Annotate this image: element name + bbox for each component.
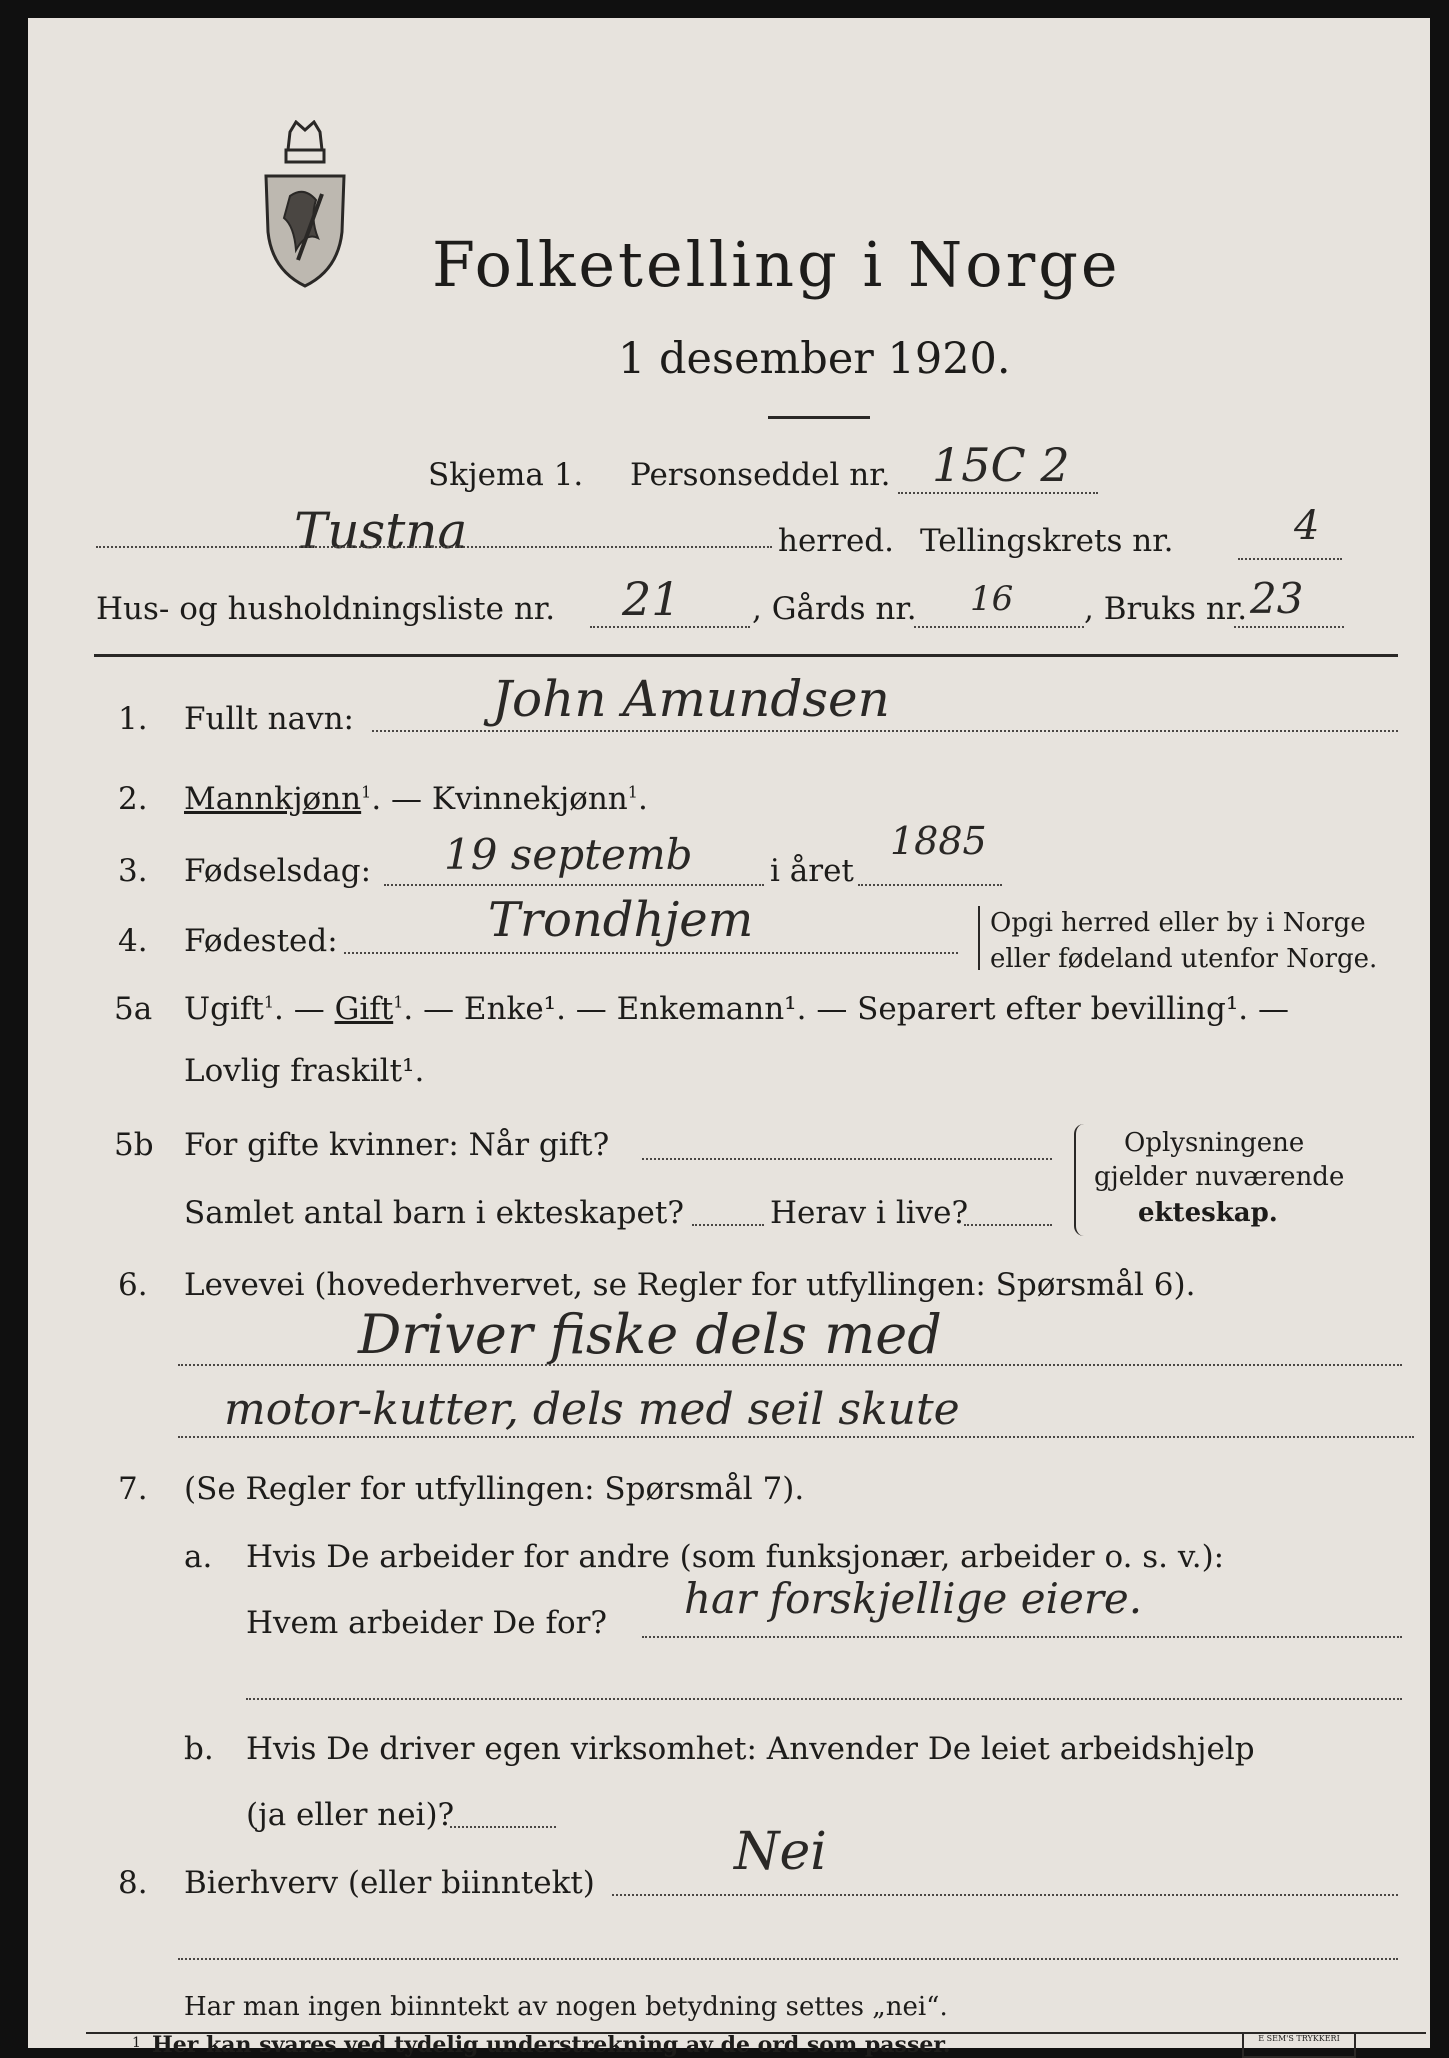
q5b-note-1: Oplysningene [1124,1128,1305,1158]
tellingskrets-line [1238,558,1342,560]
q2-end: . [637,781,648,817]
q8-number: 8. [118,1865,148,1901]
q7b-line [450,1826,556,1828]
printer-stamp [1242,2032,1356,2058]
printer-name: E SEM'S TRYKKERI [1258,2034,1340,2043]
q5a-options: Ugift$^1$. — Gift$^1$. — Enke¹. — Enkemann¹. — Separert efter bevilling¹. — [184,991,1289,1027]
footnote-mark: 1 [132,2035,141,2051]
ugift-option[interactable]: Ugift [184,991,264,1027]
title-rule [768,416,870,419]
q3-year-value: 1885 [890,819,987,863]
q5a-line2[interactable]: Lovlig fraskilt¹. [184,1053,425,1089]
q5b-label-3: Herav i live? [770,1195,969,1231]
q6-line-1 [178,1364,1402,1366]
q7b-label: (ja eller nei)? [246,1797,455,1833]
q5b-line-2 [692,1224,764,1226]
q6-value-line-2: motor-kutter, dels med seil skute [224,1384,960,1435]
q3-year-line [858,884,1002,886]
q2-separator: . — [371,781,423,817]
tellingskrets-value: 4 [1294,503,1320,549]
mannkjonn-option[interactable]: Mannkjønn [184,781,362,817]
q5b-note-2: gjelder nuværende [1094,1162,1345,1192]
q3-year-label: i året [770,853,854,889]
q1-line [372,730,1398,732]
section-divider [94,654,1398,657]
q7a-line-1 [642,1636,1402,1638]
q7-label: (Se Regler for utfyllingen: Spørsmål 7). [184,1471,805,1507]
q4-value: Trondhjem [488,892,754,948]
q5a-rest: . — Enke¹. — Enkemann¹. — Separert efter bevilling¹. — [403,991,1289,1027]
bruks-label: , Bruks nr. [1084,591,1248,627]
husliste-value: 21 [622,572,681,626]
q5b-line-1 [642,1158,1052,1160]
q5b-number: 5b [114,1127,154,1163]
q8-line-2 [178,1958,1398,1960]
q2-number: 2. [118,781,148,817]
herred-line [96,546,772,548]
q7b-text: Hvis De driver egen virksomhet: Anvender De leiet arbeidshjelp [246,1731,1255,1767]
husliste-label: Hus- og husholdningsliste nr. [96,591,556,627]
gards-label: , Gårds nr. [752,591,917,627]
q1-number: 1. [118,701,148,737]
q5b-line-3 [964,1224,1052,1226]
q7a-value: har forskjellige eiere. [684,1574,1143,1623]
q1-value: John Amundsen [492,670,890,728]
coat-of-arms-icon [260,120,350,290]
footnote: Her kan svares ved tydelig understrekning av de ord som passer. [152,2032,951,2058]
q4-line [344,952,958,954]
q5b-label-2: Samlet antal barn i ekteskapet? [184,1195,684,1231]
q4-note-2: eller fødeland utenfor Norge. [990,944,1378,974]
q7a-line-2 [246,1698,1402,1700]
q1-label: Fullt navn: [184,701,354,737]
gards-value: 16 [970,579,1014,619]
q7a-label: Hvem arbeider De for? [246,1605,608,1641]
form-date: 1 desember 1920. [618,334,1011,384]
q3-line [384,884,764,886]
q5a-number: 5a [114,991,153,1027]
q8-line [612,1894,1398,1896]
personseddel-line [898,492,1098,494]
skjema-label: Skjema 1. [428,457,584,493]
bruks-value: 23 [1250,574,1304,623]
q8-label: Bierhverv (eller biinntekt) [184,1865,595,1901]
q7-number: 7. [118,1471,148,1507]
q5b-note-3: ekteskap. [1138,1198,1278,1228]
q7b-number: b. [184,1731,214,1767]
form-title: Folketelling i Norge [432,228,1121,301]
q6-label: Levevei (hovederhvervet, se Regler for utfyllingen: Spørsmål 6). [184,1267,1196,1303]
q4-note-1: Opgi herred eller by i Norge [990,908,1366,938]
herred-value: Tustna [294,502,468,560]
herred-label: herred. [778,523,894,559]
husliste-line [590,626,750,628]
q2-options: Mannkjønn$^1$. — Kvinnekjønn$^1$. [184,781,648,817]
q7a-number: a. [184,1539,213,1575]
tellingskrets-label: Tellingskrets nr. [920,523,1174,559]
q4-brace [978,906,988,970]
q6-number: 6. [118,1267,148,1303]
kvinnekjonn-option[interactable]: Kvinnekjønn [431,781,628,817]
q6-value-line-1: Driver fiske dels med [358,1303,942,1366]
q5b-brace [1074,1124,1084,1236]
q5b-label-1: For gifte kvinner: Når gift? [184,1127,610,1163]
q3-number: 3. [118,853,148,889]
bruks-line [1234,626,1344,628]
footer-note: Har man ingen biinntekt av nogen betydning settes „nei“. [184,1992,948,2022]
q4-number: 4. [118,923,148,959]
gift-option[interactable]: Gift [334,991,394,1027]
q7a-text: Hvis De arbeider for andre (som funksjonær, arbeider o. s. v.): [246,1539,1225,1575]
q6-line-2 [178,1436,1414,1438]
census-form [28,18,1430,2058]
gards-line [914,626,1084,628]
personseddel-value: 15C 2 [932,438,1070,492]
q3-label: Fødselsdag: [184,853,372,889]
q4-label: Fødested: [184,923,338,959]
q3-value: 19 septemb [444,830,693,879]
q8-value: Nei [734,1822,827,1882]
personseddel-label: Personseddel nr. [630,457,891,493]
